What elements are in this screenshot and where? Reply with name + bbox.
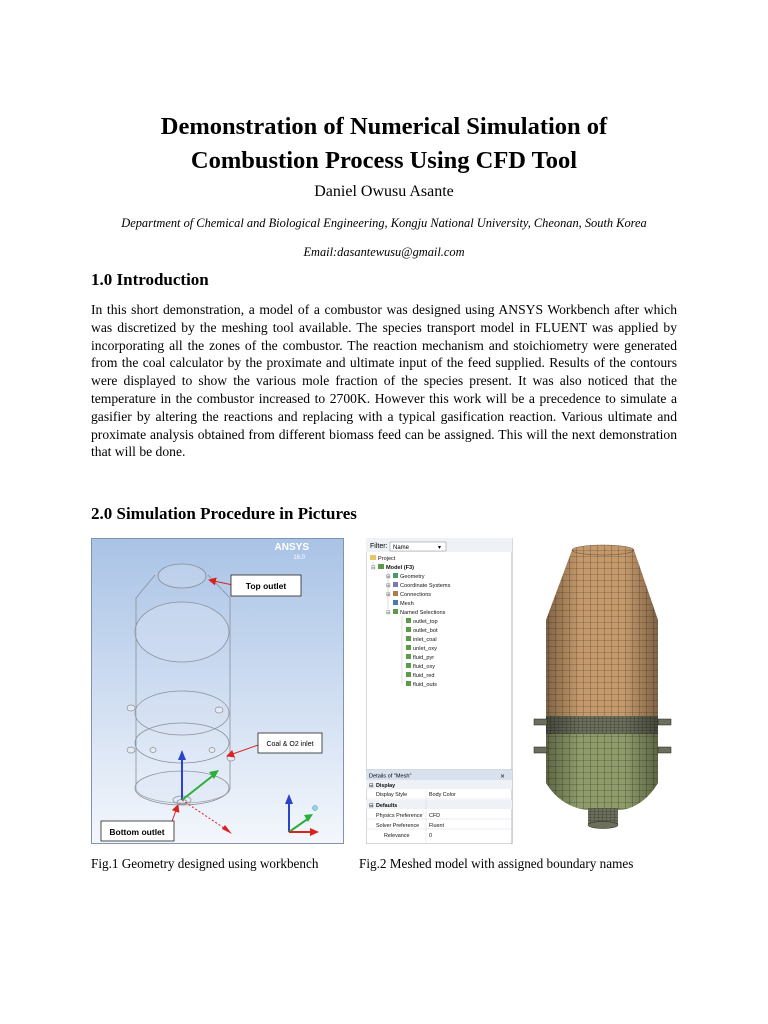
svg-text:⊟: ⊟ xyxy=(386,610,391,616)
ansys-logo: ANSYS xyxy=(274,542,309,553)
tree-item[interactable]: fluid_oxy xyxy=(413,664,436,670)
svg-text:⊞: ⊞ xyxy=(386,574,391,580)
label-coal-inlet: Coal & O2 inlet xyxy=(266,741,314,748)
details-value[interactable]: 0 xyxy=(429,833,432,839)
figure-2-caption: Fig.2 Meshed model with assigned boundary names xyxy=(359,856,634,871)
intro-line: from the coal calculator by the proximate and ultimate input of the feed supplied. Results of the contours xyxy=(91,355,677,371)
svg-text:⊟: ⊟ xyxy=(369,783,374,789)
tree-item[interactable]: Geometry xyxy=(400,574,425,580)
intro-line: incorporating all the zones of the combustor. The reaction mechanism and stoichiometry were generated xyxy=(91,337,677,353)
svg-text:⊞: ⊞ xyxy=(386,583,391,589)
tree-item[interactable]: Coordinate Systems xyxy=(400,583,451,589)
author-email: Email:dasantewusu@gmail.com xyxy=(303,245,465,259)
ansys-version: 16.0 xyxy=(293,555,305,561)
intro-line: gasifier by altering the reactions and replacing with a typical gasification reaction. Various ultimate and xyxy=(91,408,677,424)
details-panel xyxy=(366,770,512,844)
tree-item[interactable]: outlet_bot xyxy=(413,628,438,634)
intro-line: was discretized by the meshing tool available. The species transport model in FLUENT was applied by xyxy=(91,319,677,335)
details-defaults-header: Defaults xyxy=(376,803,398,809)
tree-item[interactable]: inlet_coal xyxy=(413,637,437,643)
details-value[interactable]: CFD xyxy=(429,813,441,819)
label-top-outlet: Top outlet xyxy=(245,581,287,591)
meshed-combustor xyxy=(534,545,671,829)
details-title: Details of "Mesh" xyxy=(369,773,412,780)
tree-item[interactable]: fluid_red xyxy=(413,673,435,679)
title-line-1: Demonstration of Numerical Simulation of xyxy=(160,113,608,140)
svg-text:⊟: ⊟ xyxy=(369,803,374,809)
intro-line: that will be done. xyxy=(91,444,186,460)
label-bottom-outlet: Bottom outlet xyxy=(109,827,165,837)
section-heading-introduction: 1.0 Introduction xyxy=(91,270,209,289)
details-value[interactable]: Body Color xyxy=(429,792,456,798)
chevron-down-icon: ▾ xyxy=(438,544,442,551)
intro-line: In this short demonstration, a model of a combustor was designed using ANSYS Workbench after which xyxy=(91,302,677,317)
tree-item[interactable]: Model (F3) xyxy=(386,565,414,571)
details-key: Physics Preference xyxy=(376,813,423,819)
tree-item[interactable]: Connections xyxy=(400,592,432,598)
details-key: Display Style xyxy=(376,792,408,798)
paper-title xyxy=(60,110,708,178)
close-icon[interactable]: × xyxy=(500,773,506,780)
svg-text:⊟: ⊟ xyxy=(371,565,376,571)
details-key: Solver Preference xyxy=(376,823,420,829)
svg-text:⊞: ⊞ xyxy=(386,592,391,598)
mesh-screenshot xyxy=(366,538,678,844)
figure-2-mesh xyxy=(366,538,678,844)
tree-item[interactable]: Project xyxy=(378,556,396,562)
tree-item[interactable]: outlet_top xyxy=(413,619,438,625)
section-heading-simulation: 2.0 Simulation Procedure in Pictures xyxy=(91,504,357,523)
figure-1-geometry xyxy=(91,538,344,844)
intro-line: temperature in the combustor increased to 2700K. However this work will be a precedence to simulate a xyxy=(91,390,677,406)
tree-item[interactable]: fluid_outs xyxy=(413,682,437,688)
intro-line: proximate analysis obtained from different biomass feed can be assigned. This will the next demonstration xyxy=(91,426,677,442)
title-line-2: Combustion Process Using CFD Tool xyxy=(190,147,578,174)
tree-item[interactable]: unlet_oxy xyxy=(413,646,437,652)
filter-select-value: Name xyxy=(393,545,410,551)
filter-label: Filter: xyxy=(370,543,388,550)
geometry-drawing xyxy=(91,538,344,844)
introduction-paragraph xyxy=(91,301,677,461)
tree-item[interactable]: fluid_pyr xyxy=(413,655,435,661)
author-name: Daniel Owusu Asante xyxy=(314,183,454,200)
details-key: Relevance xyxy=(384,833,410,839)
figure-1-caption: Fig.1 Geometry designed using workbench xyxy=(91,856,319,871)
tree-item[interactable]: Named Selections xyxy=(400,610,446,616)
affiliation: Department of Chemical and Biological Engineering, Kongju National University, Cheonan, South Korea xyxy=(121,216,647,230)
details-display-header: Display xyxy=(376,783,396,789)
intro-line: were displayed to show the various mole fraction of the species present. It was also noticed that the xyxy=(91,373,677,389)
tree-item[interactable]: Mesh xyxy=(400,601,414,607)
details-value[interactable]: Fluent xyxy=(429,823,444,829)
